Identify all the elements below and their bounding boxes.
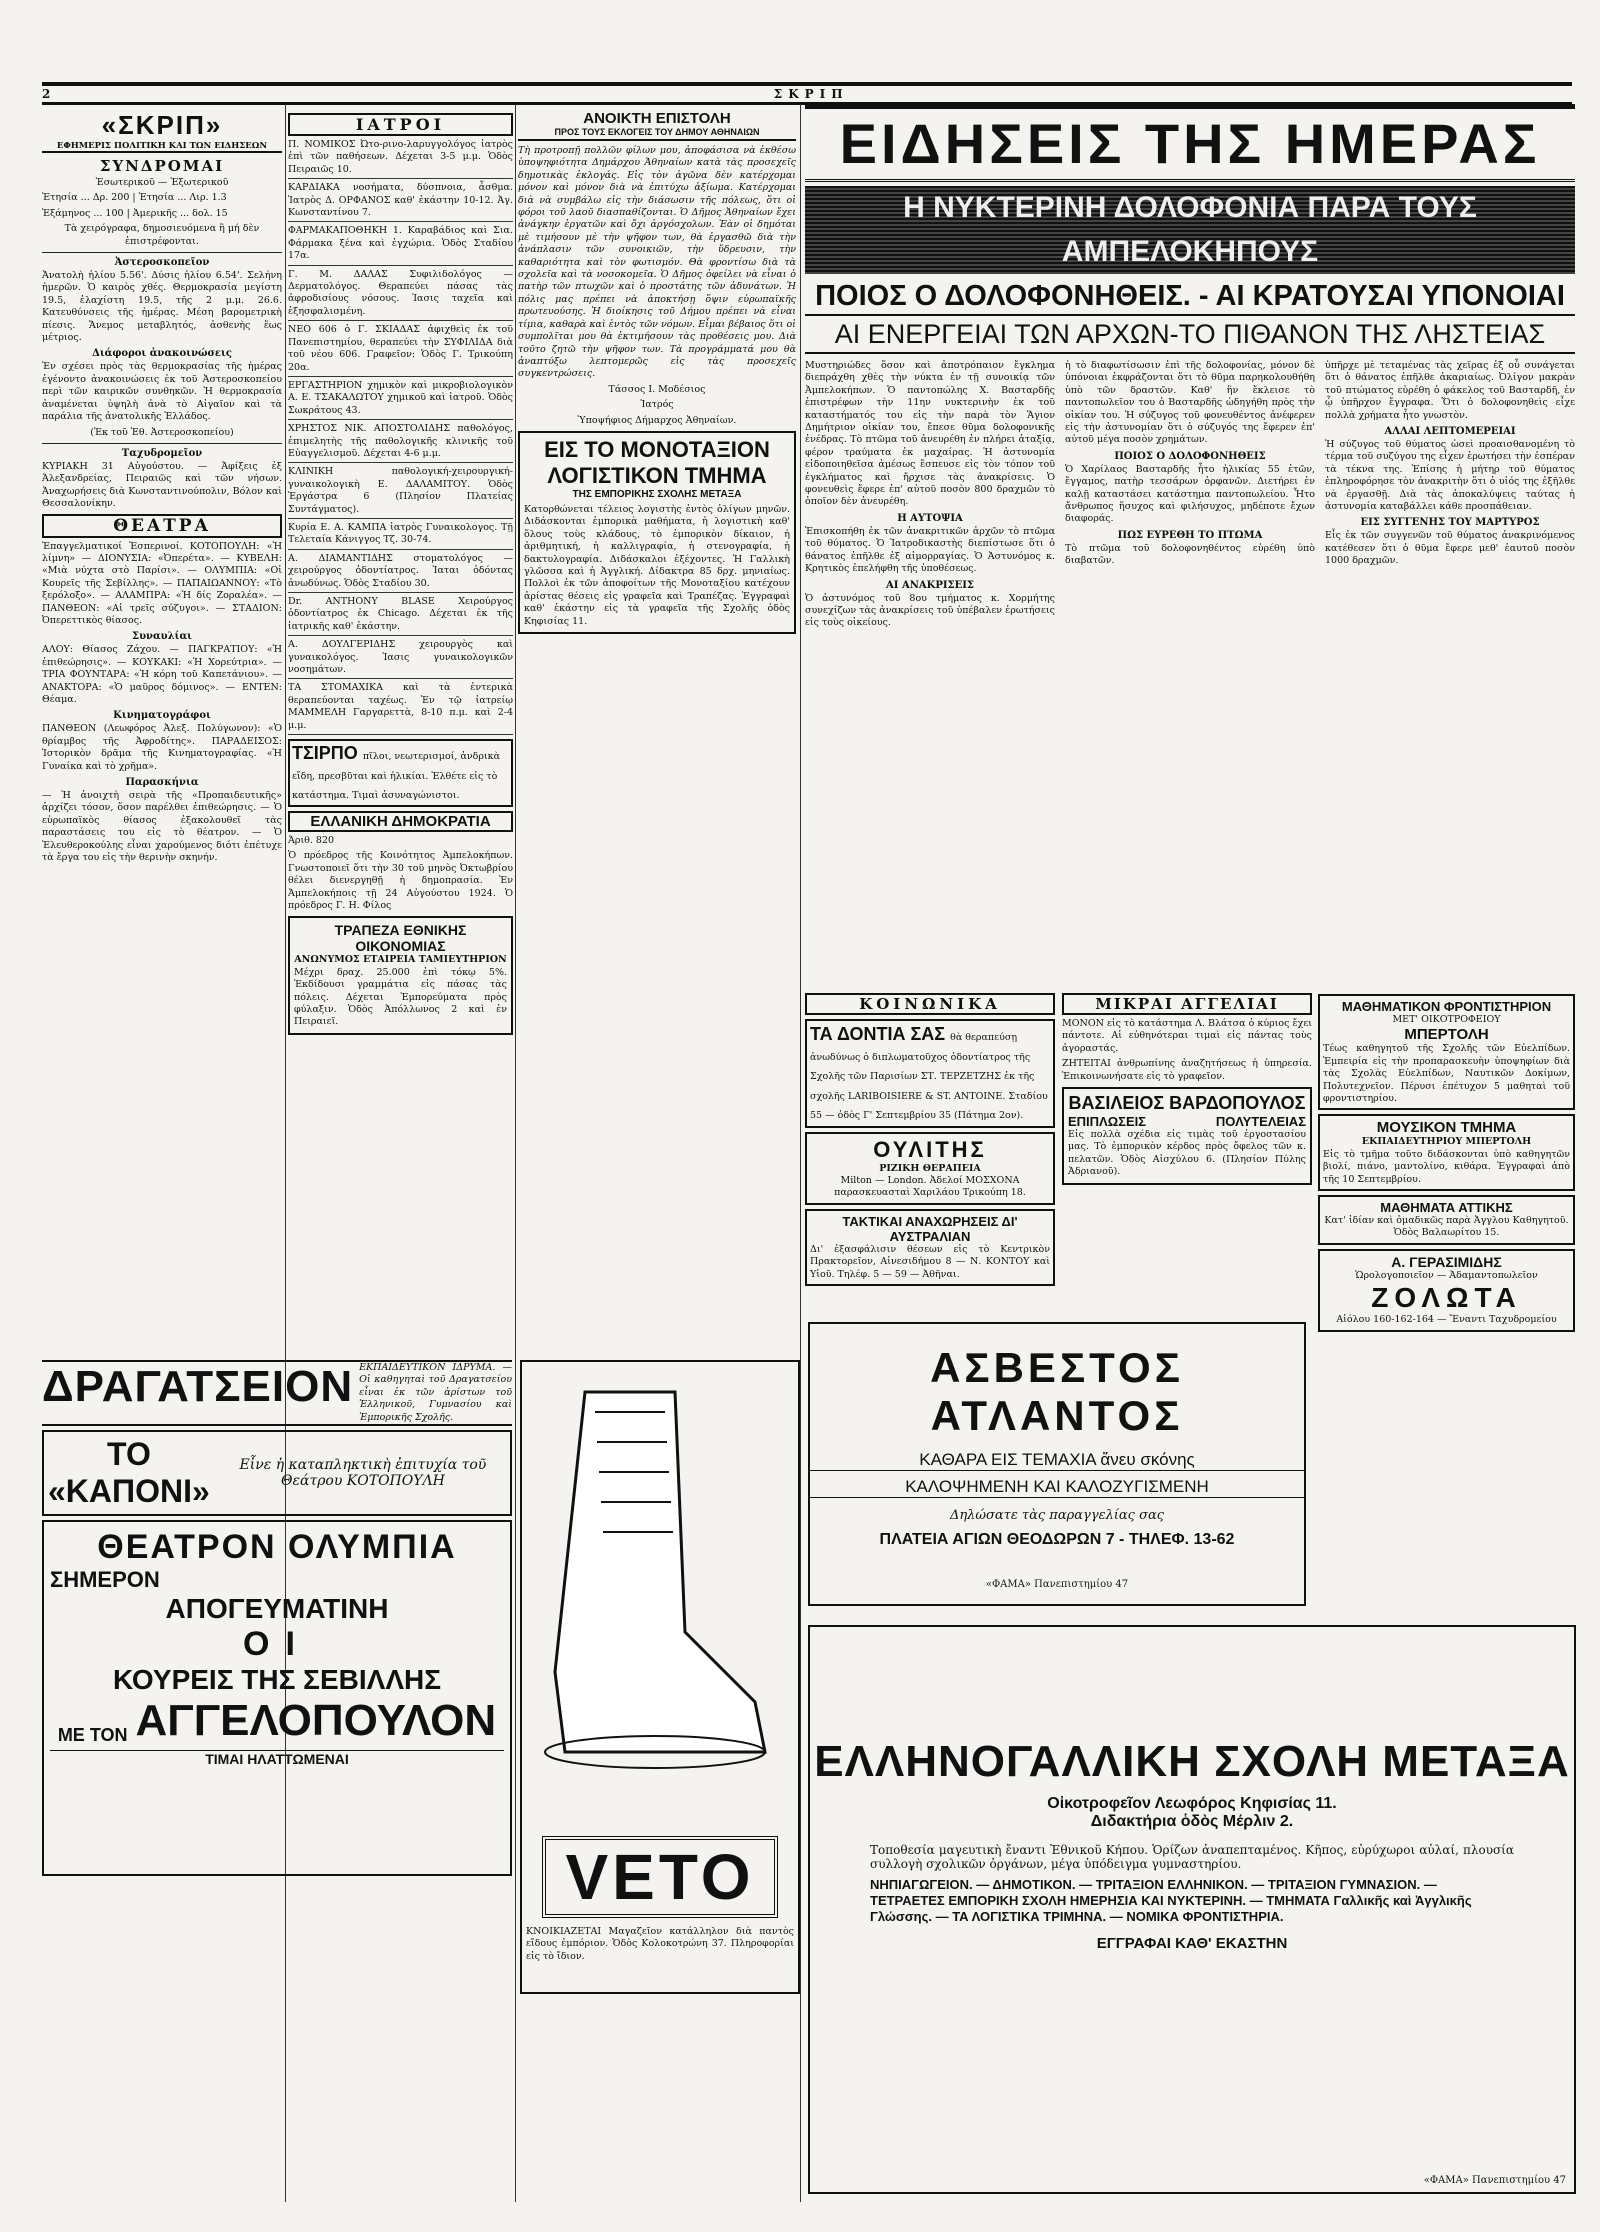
story-paragraph: Ὁ Χαρίλαος Βασταρδῆς ἦτο ἡλικίας 55 ἐτῶν, ἔγγαμος, πατὴρ τεσσάρων ὀρφανῶν. Διετήρει ἐν καλῇ καταστάσει κατάστημα παντοπωλείου. Ἦτο ἄνθρωπος ἥσυχος καὶ φιλήσυχος, μηδέποτε ἔχων διαφοράς. — [1065, 463, 1315, 525]
story-paragraph: Ἡ σύζυγος τοῦ θύματος ὡσεὶ προαισθανομένη τὸ τέρμα τοῦ συζύγου της εἶχεν ἐρωτήσει τὴν ἑσπέραν τὰ τέκνα της. Ἐπίσης ἡ μήτηρ τοῦ θύματος ἐπληροφόρησε τὸν ἀνακριτὴν ὅτι ὁ υἱός της ἐξῆλθε νὰ ἐργασθῇ. Διὰ τὰς ἀποκαλύψεις ταύτας ἡ ἀστυνομία καταβάλλει κάθε προσπάθειαν. — [1325, 439, 1575, 513]
asbestos-line-4: ΠΛΑΤΕΙΑ ΑΓΙΩΝ ΘΕΟΔΩΡΩΝ 7 - ΤΗΛΕΦ. 13-62 — [879, 1531, 1235, 1548]
story-subheading: ΑΙ ΑΝΑΚΡΙΣΕΙΣ — [886, 579, 974, 591]
open-letter-subheading: ΠΡΟΣ ΤΟΥΣ ΕΚΛΟΓΕΙΣ ΤΟΥ ΔΗΜΟΥ ΑΘΗΝΑΙΩΝ — [518, 127, 796, 141]
concerts-text: ΑΛΟΥ: Θίασος Ζάχου. — ΠΑΓΚΡΑΤΙΟΥ: «Ἡ ἐπιθεώρησις». — ΚΟΥΚΑΚΙ: «Ἡ Χορεύτρια». — ΤΡΙΑ ΦΟΥΝΤΑΡΑ: «Ἡ κόρη τοῦ Καπετάνιου». — ΑΝΑΚΤΟΡΑ: «Ὁ μαῦρος δόμινος». — ΕΝΤΕΝ: Θέαμα. — [42, 644, 282, 705]
metaxa-heading: ΕΛΛΗΝΟΓΑΛΛΙΚΗ ΣΧΟΛΗ ΜΕΤΑΞΑ — [814, 1737, 1570, 1786]
story-subheading: ΕΙΣ ΣΥΓΓΕΝΗΣ ΤΟΥ ΜΑΡΤΥΡΟΣ — [1360, 517, 1540, 529]
story-paragraph: Εἷς ἐκ τῶν συγγενῶν τοῦ θύματος ἀνακρινόμενος κατέθεσεν ὅτι ὁ θῦμα ἔφερε μεθ' ἑαυτοῦ ποσὸν 1000 δραχμῶν. — [1325, 530, 1575, 567]
concerts-heading: Συναυλίαι — [132, 631, 192, 643]
doctor-ad: Α. ΔΙΑΜΑΝΤΙΔΗΣ στοματολόγος — χειρούργος ὀδοντίατρος. Ἰαται ὀδόντας ἀνωδύνως. Ὁδὸς Σταδίου 30. — [288, 553, 513, 593]
doctor-ad: ΚΑΡΔΙΑΚΑ νοσήματα, δύσπνοια, ἆσθμα. Ἰατρὸς Δ. ΟΡΦΑΝΟΣ καθ' ἑκάστην 10-12. Ἀγ. Κωνσταντίνου 7. — [288, 182, 513, 222]
olympia-ad — [42, 1520, 512, 1876]
classifieds-section — [1062, 990, 1312, 1310]
subscriptions-heading: ΣΥΝΔΡΟΜΑΙ — [99, 157, 225, 175]
tsirpo-text: πῖλοι, νεωτερισμοί, ἀνδρικὰ εἴδη, πρεσβῦται καὶ ἡλικίαι. Ἐλθέτε εἰς τὸ κατάστημα. Τιμαὶ ἀσυναγώνιστοι. — [292, 751, 501, 802]
story-subheading: Η ΑΥΤΟΨΙΑ — [897, 512, 963, 524]
paper-subtitle: ΕΦΗΜΕΡΙΣ ΠΟΛΙΤΙΚΗ ΚΑΙ ΤΩΝ ΕΙΔΗΣΕΩΝ — [56, 141, 268, 151]
doctors-heading: ΙΑΤΡΟΙ — [288, 113, 513, 136]
cinemas-heading: Κινηματογράφοι — [113, 710, 211, 722]
accounting-text: Κατορθώνεται τέλειος λογιστὴς ἐντὸς ὁλίγων μηνῶν. Διδάσκονται ἐμπορικὰ μαθήματα, ἡ λογιστικὴ καθ' ὅλους τοὺς κλάδους, τὸ ἐμπορικὸν δίκαιον, ἡ ἀριθμητική, ἡ καλλιγραφία, ἡ στενογραφία, ἡ δακτυλογραφία. Διδάσκαλοι ἐξέχοντες. Ἡ Γαλλικὴ γλῶσσα καὶ ἡ Ἀγγλική. Δίδακτρα 85 δρχ. μηνιαίως. Πολλοὶ ἐκ τῶν ἀποφοίτων τῆς Μονοταξίου κατέχουν ἀρίστας θέσεις εἰς γραφεῖα καὶ Τραπέζας. Ἐγγραφαὶ καθ' ἑκάστην εἰς τὰ γραφεῖα τῆς Σχολῆς ὁδὸς Κηφισίας 11. — [524, 503, 790, 627]
attica-lessons-ad — [1318, 1195, 1575, 1245]
observatory-heading: Ἀστεροσκοπεῖον — [114, 257, 210, 269]
story-paragraph: Ἐπισκοπήθη ἐκ τῶν ἀνακριτικῶν ἀρχῶν τὸ πτῶμα τοῦ θύματος. Ὁ Ἰατροδικαστὴς διεπίστωσε ὅτι ὁ θάνατος ἐπῆλθε ἐξ αἱμορραγίας. Ὁ Ἀστυνόμος κ. Κρητικὸς ἐπελήφθη τῆς ὑποθέσεως. — [805, 525, 1055, 575]
story-paragraph: Τὸ πτῶμα τοῦ δολοφονηθέντος εὑρέθη ὑπὸ διαβατῶν. — [1065, 542, 1315, 567]
paper-title: «ΣΚΡΙΠ» — [101, 110, 223, 140]
dragatseion-text: ΕΚΠΑΙΔΕΥΤΙΚΟΝ ΙΔΡΥΜΑ. — Οἱ καθηγηταὶ τοῦ Δραγατσείου εἶναι ἐκ τῶν ἀρίστων τοῦ Ἑλληνικοῦ, Γυμνασίου καὶ Ἐμπορικῆς Σχολῆς. — [359, 1362, 512, 1423]
post-heading: Ταχυδρομεῖον — [121, 447, 203, 459]
jeweler-subheading: Ὡρολογοποιεῖον — Ἀδαμαντοπωλεῖον — [1355, 1269, 1538, 1281]
open-letter-role: Ἰατρός — [640, 399, 674, 411]
metaxa-text: Τοποθεσία μαγευτικὴ ἔναντι Ἐθνικοῦ Κήπου. Ὁρίζων ἀναπεπταμένος. Κῆπος, εὐρύχωροι αὐλαί, πλουσία συλλογὴ σχολικῶν ὀργάνων, μέγα ὑπόδειγμα γυμναστηρίου. — [870, 1843, 1514, 1871]
asbestos-ad — [808, 1322, 1306, 1606]
right-ads — [1318, 990, 1575, 1610]
olympia-oi: ΟΙ — [243, 1625, 311, 1664]
theatres-heading: ΘΕΑΤΡΑ — [42, 514, 282, 538]
music-dept-ad — [1318, 1114, 1575, 1191]
column-rule — [515, 104, 516, 2202]
subscriptions-note: Τὰ χειρόγραφα, δημοσιευόμενα ἢ μή δὲν ἐπιστρέφονται. — [42, 223, 282, 253]
dentist-text: θὰ θεραπεύσῃ ἀνωδύνως ὁ διπλωματοῦχος ὀδοντίατρος τῆς Σχολῆς τῶν Παρισίων ΣΤ. ΤΕΡΖΕΤΖΗΣ ἐκ τῆς σχολῆς LARIBOISIERE & ST. ANTOINE. Σταδίου 55 — ὁδὸς Γ' Σεπτεμβρίου 35 (Πάτημα 2ον). — [810, 1032, 1048, 1122]
jeweler-ad — [1318, 1249, 1575, 1332]
furniture-sub-2: ΠΟΛΥΤΕΛΕΙΑΣ — [1215, 1114, 1306, 1130]
column-rule — [800, 104, 801, 2202]
classified-item: ΜΟΝΟΝ εἰς τὸ κατάστημα Λ. Βλάτσα ὁ κύριος ἔχει πάντοτε. Αἱ εὐθηνότεραι τιμαὶ εἰς πάντας τοὺς ἀγοραστάς. — [1062, 1018, 1312, 1054]
accounting-heading-1: ΕΙΣ ΤΟ ΜΟΝΟΤΑΞΙΟΝ — [544, 436, 770, 462]
subscriptions-line: Ἐτησία ... Δρ. 200 | Ἐτησία ... Λιρ. 1.3 — [42, 192, 227, 204]
olympia-today: ΣΗΜΕΡΟΝ — [50, 1567, 160, 1593]
veto-text: ΚΝΟΙΚΙΑΖΕΤΑΙ Μαγαζεῖον κατάλληλον διὰ παντὸς εἴδους ἐμπόριον. Ὁδὸς Κολοκοτρώνη 37. Πληροφορίαι εἰς τὸ ἴδιον. — [526, 1926, 794, 1962]
math-name: ΜΠΕΡΤΟΛΗ — [1404, 1026, 1489, 1044]
announcements-source: (Ἐκ τοῦ Ἐθ. Ἀστεροσκοπείου) — [90, 426, 234, 438]
kaponi-text: Εἶνε ἡ καταπληκτικὴ ἐπιτυχία τοῦ Θεάτρου ΚΟΤΟΠΟΥΛΗ — [239, 1457, 487, 1490]
jeweler-brand: ΖΟΛΩΤΑ — [1371, 1282, 1522, 1314]
doctor-ad: ΧΡΗΣΤΟΣ ΝΙΚ. ΑΠΟΣΤΟΛΙΔΗΣ παθολόγος, ἐπιμελητὴς τῆς παθολογικῆς κλινικῆς τοῦ Εὐαγγελισμοῦ. Δέχεται 4-6 μ.μ. — [288, 423, 513, 463]
open-letter-title: Ὑποψήφιος Δήμαρχος Ἀθηναίων. — [577, 414, 737, 426]
asbestos-line-3: Δηλώσατε τὰς παραγγελίας σας — [949, 1508, 1165, 1523]
subscriptions-line: Ἑξάμηνος ... 100 | Ἀμερικῆς ... δολ. 15 — [42, 207, 228, 219]
olympia-with: ΜΕ ΤΟΝ — [57, 1725, 128, 1746]
announcements-heading: Διάφοροι ἀνακοινώσεις — [92, 348, 232, 360]
story-subheading: ΠΟΙΟΣ Ο ΔΟΛΟΦΟΝΗΘΕΙΣ — [1114, 450, 1266, 462]
social-heading: ΚΟΙΝΩΝΙΚΑ — [805, 993, 1055, 1015]
olympia-time: ΑΠΟΓΕΥΜΑΤΙΝΗ — [165, 1593, 389, 1625]
metaxa-source: «ΦΑΜΑ» Πανεπιστημίου 47 — [1423, 2175, 1566, 2186]
paper-name: ΣΚΡΙΠ — [773, 87, 849, 101]
music-heading: ΜΟΥΣΙΚΟΝ ΤΜΗΜΑ — [1376, 1119, 1517, 1137]
oylitis-heading: ΟΥΛΙΤΗΣ — [873, 1136, 987, 1162]
furniture-sub-1: ΕΠΙΠΛΩΣΕΙΣ — [1068, 1114, 1147, 1130]
open-letter-text: Τὴ προτροπῇ πολλῶν φίλων μου, ἀποφάσισα νὰ ἐκθέσω ὑποψηφιότητα Δημάρχου Ἀθηναίων κατὰ τὰς προσεχεῖς δημοτικὰς ἐκλογάς. Εἰς τὸν ἀγῶνα δὲν κατέρχομαι μόνον καὶ μόνον διὰ νὰ ἐπιτύχω ἀξίωμα. Κατέρχομαι διὰ νὰ συμβάλω εἰς τὴν διάσωσιν τῆς πόλεως, ὅτι οἱ φόροι τοῦ λαοῦ διασπαθίζονται. Ὁ Δῆμος Ἀθηναίων ἔχει ἀνάγκην ἐργατῶν καὶ ὄχι ἀργόσχολων. Ἐὰν οἱ δημόται μὲ τιμήσουν μὲ τὴν ψῆφον των, θὰ ἐργασθῶ διὰ τὴν ἀνάπλασιν τῶν συνοικιῶν, τὴν ὕδρευσιν, τὴν καθαριότητα καὶ τὸν φωτισμόν. Θὰ φροντίσω διὰ τὰ σχολεῖα καὶ τὰ νοσοκομεῖα. Ὁ Δῆμος ὀφείλει νὰ εἶναι ὁ πατὴρ τῶν πτωχῶν καὶ ὁ προστάτης τῶν ἀδυνάτων. Ἡ πόλις μας πρέπει νὰ ἀποκτήσῃ ὅψιν εὐρωπαϊκῆς πρωτευούσης. Ἡ διοίκησις τοῦ Δήμου πρέπει νὰ εἶναι τίμια, καθαρὰ καὶ ἐντὸς τῶν νόμων. Εἶμαι βέβαιος ὅτι οἱ συμπολῖται μου θὰ ἐκτιμήσουν τὰς προθέσεις μου. Διὰ τοῦτο ζητῶ τὴν ψῆφον των. Τὰ προγράμματά μου θὰ ἀναπτύξω λεπτομερῶς εἰς τὰς προσεχεῖς συγκεντρώσεις. — [518, 145, 796, 380]
observatory-text: Ἀνατολὴ ἡλίου 5.56'. Δύσις ἡλίου 6.54'. Σελήνη ἡμερῶν. Ὁ καιρὸς χθές. Θερμοκρασία μεγίστη 19.5, ἐλαχίστη 19.5, τῆς 2 μ.μ. 26.6. Κατευθύνσεις τῆς ἡμέρας. Μέση βαρομετρικὴ πίεσις. Ἄνεμος μεταβλητός, ἀσθενὴς ἕως μέτριος. — [42, 270, 282, 344]
kaponi-heading: ΤΟ «ΚΑΠΟΝΙ» — [48, 1436, 210, 1510]
republic-text: Ὁ πρόεδρος τῆς Κοινότητος Ἀμπελοκήπων. Γνωστοποιεῖ ὅτι τὴν 30 τοῦ μηνὸς Ὀκτωβρίου θέλει διενεργηθῇ ἡ δημοπρασία. Ἐν Ἀμπελοκήποις τῇ 24 Αὐγούστου 1924. Ὁ πρόεδρος Γ. Η. Φίλος — [288, 850, 513, 911]
furniture-heading: ΒΑΣΙΛΕΙΟΣ ΒΑΡΔΟΠΟΥΛΟΣ — [1068, 1093, 1306, 1114]
bank-heading: ΤΡΑΠΕΖΑ ΕΘΝΙΚΗΣ ΟΙΚΟΝΟΜΙΑΣ — [334, 922, 467, 955]
republic-heading: ΕΛΛΑΝΙΚΗ ΔΗΜΟΚΡΑΤΙΑ — [288, 811, 513, 832]
asbestos-heading: ΑΣΒΕΣΤΟΣ ΑΤΛΑΝΤΟΣ — [930, 1344, 1184, 1439]
oylitis-ad — [805, 1132, 1055, 1205]
jeweler-heading: Α. ΓΕΡΑΣΙΜΙΔΗΣ — [1391, 1253, 1502, 1270]
open-letter-signature: Τάσσος Ι. Μοδέσιος — [608, 383, 706, 395]
theatres-text: Ἐπαγγελματικοί Ἑσπερινοί. ΚΟΤΟΠΟΥΛΗ: «Ἡ λίμνη» — ΔΙΟΝΥΣΙΑ: «Ὀπερέτα». — ΚΥΒΕΛΗ: «Μιὰ νύχτα στὸ Παρίσι». — ΟΛΥΜΠΙΑ: «Οἱ Κουρεῖς τῆς Σεβίλλης». — ΠΑΠΑΙΩΑΝΝΟΥ: «Τὸ ξερόλοξο». — ΑΛΑΜΠΡΑ: «Ἡ δίς Ζοραλέα». — ΠΑΝΘΕΟΝ: «Αἱ τρεῖς σύζυγοι». — ΣΤΑΔΙΟΝ: Ὀπερεττικὸς θίασος. — [42, 540, 282, 626]
story-paragraph: Ὁ ἀστυνόμος τοῦ 8ου τμήματος κ. Χορμήτης συνεχίζων τὰς ἀνακρίσεις τοῦ ὑπέβαλεν ἐρωτήσεις εἰς τοὺς οἰκείους. — [805, 592, 1055, 629]
veto-brand: VETO — [542, 1836, 778, 1918]
australia-heading: ΤΑΚΤΙΚΑΙ ΑΝΑΧΩΡΗΣΕΙΣ ΔΙ' ΑΥΣΤΡΑΛΙΑΝ — [842, 1213, 1018, 1244]
australia-text: Δι' ἐξασφάλισιν θέσεων εἰς τὸ Κεντρικὸν Πρακτορεῖον, Αἰνεσιδήμου 8 — Ν. ΚΟΝΤΟΥ καὶ Υἱοῦ. Τηλέφ. 5 — 59 — Ἀθῆναι. — [810, 1243, 1050, 1280]
olympia-artist: ΑΓΓΕΛΟΠΟΥΛΟΝ — [135, 1696, 497, 1746]
metaxa-line-1: Οἰκοτροφεῖον Λεωφόρος Κηφισίας 11. — [1047, 1795, 1337, 1812]
doctor-ad: Π. ΝΟΜΙΚΟΣ Ὠτο-ρινο-λαρυγγολόγος ἰατρὸς ἐπὶ τῶν παθήσεων. Δέχεται 3-5 μ.μ. Ὁδὸς Πειραιῶς 10. — [288, 139, 513, 179]
column-2 — [288, 110, 513, 1342]
cinemas-text: ΠΑΝΘΕΟΝ (Λεωφόρος Ἀλεξ. Πολύγωνον): «Ὁ θρίαμβος τῆς Ἀφροδίτης». ΠΑΡΑΔΕΙΣΟΣ: Ἱστορικὸν δρᾶμα τῆς Κινηματογραφίας. «Ἡ Γυναίκα καὶ τὸ χρῆμα». — [42, 723, 282, 772]
music-subheading: ΕΚΠΑΙΔΕΥΤΗΡΙΟΥ ΜΠΕΡΤΟΛΗ — [1361, 1136, 1532, 1148]
bottom-left-ads — [42, 1360, 512, 2190]
furniture-ad — [1062, 1087, 1312, 1185]
oylitis-text: Milton — London. Ἀδελοί ΜΟΣΧΟΝΑ παρασκευασταὶ Χαριλάου Τρικούπη 18. — [834, 1175, 1026, 1199]
doctors-list — [288, 139, 513, 735]
bank-text: Μέχρι δραχ. 25.000 ἐπὶ τόκῳ 5%. Ἐκδίδουσι γραμμάτια εἰς πάσας τὰς πόλεις. Δέχεται Ἐμπορεύματα πρὸς φύλαξιν. Ὁδὸς Ἀπόλλωνος 2 καὶ ἐν Πειραιεῖ. — [294, 966, 507, 1028]
dentist-ad — [805, 1019, 1055, 1128]
olympia-title: ΚΟΥΡΕΙΣ ΤΗΣ ΣΕΒΙΛΛΗΣ — [112, 1664, 442, 1696]
classified-item: ΖΗΤΕΙΤΑΙ ἀνθρωπίνης ἀναζητήσεως ἡ ὑπηρεσία. Ἐπικοινωνήσατε εἰς τὸ γραφεῖον. — [1062, 1058, 1312, 1082]
jeweler-address: Αἰόλου 160-162-164 — Ἔναντι Ταχυδρομείου — [1336, 1314, 1557, 1326]
asbestos-footer: «ΦΑΜΑ» Πανεπιστημίου 47 — [985, 1579, 1129, 1590]
story-paragraph: Μυστηριώδες ὅσον καὶ ἀποτρόπαιον ἔγκλημα διεπράχθη χθὲς τὴν νύκτα ἐν τῇ συνοικίᾳ τῶν Ἀμπελοκήπων. Ὁ παντοπώλης Χ. Βασταρδῆς ἐπιστρέφων τὴν 11ην νυκτερινὴν ἐκ τοῦ καταστήματός του εἰς τὴν παρὰ τὸν Ἅγιον Δημήτριον οἰκίαν του, ἔπεσε θῦμα δολοφονικῆς ἐνέδρας. Τὸ πτῶμα τοῦ ἀνευρέθη ἐν πλήρει ἀταξίᾳ, φέρον τραύματα ἐκ μαχαίρας. Ἡ ἀστυνομία εἰδοποιηθεῖσα ἀμέσως ἔσπευσε εἰς τὸν τόπον τοῦ ἐγκλήματος καὶ ἤρχισε τὰς ἀνακρίσεις. Ὁ φονευθεὶς ἔφερε ἐπ' αὐτοῦ ποσὸν 800 δραχμῶν τὸ ὁποῖον δὲν ἀνευρέθη. — [805, 360, 1055, 508]
column-3 — [518, 110, 796, 1342]
bank-ad — [288, 916, 513, 1034]
story-paragraph: ὑπῆρχε μὲ τεταμένας τὰς χεῖρας ἐξ οὗ συνάγεται ὅτι ὁ θάνατος ἐπῆλθε ἀκαριαίως. Ὀλίγον μακρὰν τοῦ πτώματος εὑρέθη ὁ φάκελος τοῦ Βασταρδῆ, ἐν ᾧ ὑπῆρχον ἔγγραφα. Ὅτι ὁ δολοφονηθεὶς εἶχε πολλὰ χρήματα ἦτο γνωστὸν. — [1325, 360, 1575, 421]
math-tutoring-ad — [1318, 994, 1575, 1110]
subscriptions-line: Ἐσωτερικοῦ — Ἐξωτερικοῦ — [95, 177, 229, 188]
news-story — [805, 360, 1575, 633]
doctor-ad: Dr. ANTHONY BLASE Χειρούργος ὀδοντίατρος ἐκ Chicago. Δέχεται ἐκ τῆς ἰατρικῆς καθ' ἑκάστην. — [288, 596, 513, 636]
math-subheading: ΜΕΤ' ΟΙΚΟΤΡΟΦΕΙΟΥ — [1392, 1014, 1501, 1025]
doctor-ad: Γ. Μ. ΔΑΛΑΣ Συφιλιδολόγος — Δερματολόγος. Θεραπεύει πάσας τὰς ἀφροδισίους νόσους. Ἰασις ταχεῖα καὶ ἐξησφαλισμένη. — [288, 269, 513, 322]
boot-illustration — [525, 1372, 795, 1832]
backstage-text: — Ἡ ἀνοιχτὴ σειρὰ τῆς «Προπαιδευτικῆς» ἀρχίζει τόσον, ὅσον παρέλθει ἐπιθεώρησις. — Ὁ εὐρωπαϊκὸς θίασος ἐξακολουθεῖ τὰς παραστάσεις του εἰς τὸ θέατρον. — Ὁ Ἐλευθεροκούλης εἶναι χαρούμενος διότι ἐπέτυχε τὰ ἔργα του εἰς τὴν θερινὴν σκηνήν. — [42, 790, 282, 864]
news-title: ΕΙΔΗΣΕΙΣ ΤΗΣ ΗΜΕΡΑΣ — [805, 104, 1575, 182]
news-headline-1: Η ΝΥΚΤΕΡΙΝΗ ΔΟΛΟΦΟΝΙΑ ΠΑΡΑ ΤΟΥΣ ΑΜΠΕΛΟΚΗΠΟΥΣ — [805, 186, 1575, 274]
math-text: Τέως καθηγητοῦ τῆς Σχολῆς τῶν Εὐελπίδων. Ἐμπειρία εἰς τὴν προπαρασκευὴν ὑποψηφίων διὰ τὰς Σχολὰς Εὐελπίδων, Ναυτικῶν Δοκίμων, Πολυτεχνεῖον. Πέρυσι ἐπέτυχον 5 μαθηταὶ τοῦ φροντιστηρίου. — [1323, 1043, 1570, 1105]
doctor-ad: Κυρία Ε. Α. ΚΑΜΠΑ ἰατρὸς Γυναικολογος. Τῇ Τελεταία Κάνιγγος Τζ. 30-74. — [288, 522, 513, 550]
music-text: Εἰς τὸ τμῆμα τοῦτο διδάσκονται ὑπὸ καθηγητῶν βιολί, πιάνο, μαντολίνο, κιθάρα. Ἐγγραφαὶ ἀπὸ τῆς 10 Σεπτεμβρίου. — [1323, 1148, 1570, 1185]
story-paragraph: ἡ τὸ διαφωτίσωσιν ἐπὶ τῆς δολοφονίας, μόνον δὲ ὑπόνοιαι ἐκφράζονται ὅτι τὸ θῦμα παρηκολουθήθη ὑπὸ τῶν δραστῶν. Καθ' ἣν ἔκλεισε τὸ παντοπωλεῖον του ὁ Βασταρδῆς ὡδηγήθη πρὸς τὴν οἰκίαν του. Ἡ σύζυγος τοῦ φονευθέντος ἀνέφερεν εἰς τὴν ἀστυνομίαν ὅτι ὁ σύζυγός της ἔφερεν ἐπ' αὐτοῦ μέγα ποσὸν χρημάτων. — [1065, 360, 1315, 446]
doctor-ad: ΦΑΡΜΑΚΑΠΟΘΗΚΗ 1. Καραβάδιος καὶ Σια. Φάρμακα ξένα καὶ ἐγχώρια. Ὁδὸς Σταδίου 17α. — [288, 225, 513, 265]
olympia-heading: ΘΕΑΤΡΟΝ ΟΛΥΜΠΙΑ — [97, 1528, 457, 1567]
news-headline-3: ΑΙ ΕΝΕΡΓΕΙΑΙ ΤΩΝ ΑΡΧΩΝ-ΤΟ ΠΙΘΑΝΟΝ ΤΗΣ ΛΗΣΤΕΙΑΣ — [805, 314, 1575, 354]
olympia-prices: ΤΙΜΑΙ ΗΛΑΤΤΩΜΕΝΑΙ — [50, 1750, 504, 1767]
metaxa-programs: ΝΗΠΙΑΓΩΓΕΙΟΝ. — ΔΗΜΟΤΙΚΟΝ. — ΤΡΙΤΑΞΙΟΝ ΕΛΛΗΝΙΚΟΝ. — ΤΡΙΤΑΞΙΟΝ ΓΥΜΝΑΣΙΟΝ. — ΤΕΤΡΑΕΤΕΣ ΕΜΠΟΡΙΚΗ ΣΧΟΛΗ ΗΜΕΡΗΣΙΑ ΚΑΙ ΝΥΚΤΕΡΙΝΗ. — ΤΜΗΜΑΤΑ Γαλλικῆς καὶ Ἀγγλικῆς Γλώσσης. — ΤΑ ΛΟΓΙΣΤΙΚΑ ΤΡΙΜΗΝΑ. — ΝΟΜΙΚΑ ΦΡΟΝΤΙΣΤΗΡΙΑ. — [870, 1877, 1472, 1924]
news-headline-2: ΠΟΙΟΣ Ο ΔΟΛΟΦΟΝΗΘΕΙΣ. - ΑΙ ΚΡΑΤΟΥΣΑΙ ΥΠΟΝΟΙΑΙ — [815, 280, 1565, 312]
doctor-ad: NEO 606 ὁ Γ. ΣΚΙΑΔΑΣ ἀφιχθεὶς ἐκ τοῦ Πανεπιστημίου, θεραπεύει τὴν ΣΥΦΙΛΙΔΑ διὰ τοῦ νέου 606. Γραφεῖον: Ὁδὸς Γ. Τρικούπη 20α. — [288, 324, 513, 377]
kaponi-ad — [42, 1430, 512, 1516]
accounting-heading-2: ΛΟΓΙΣΤΙΚΟΝ ΤΜΗΜΑ — [547, 462, 767, 488]
bank-subheading: ΑΝΩΝΥΜΟΣ ΕΤΑΙΡΕΙΑ ΤΑΜΙΕΥΤΗΡΙΟΝ — [294, 954, 507, 966]
math-heading: ΜΑΘΗΜΑΤΙΚΟΝ ΦΡΟΝΤΙΣΤΗΡΙΟΝ — [1341, 999, 1552, 1014]
veto-ad — [520, 1360, 800, 1994]
dentist-heading: ΤΑ ΔΟΝΤΙΑ ΣΑΣ — [810, 1024, 946, 1044]
australia-ad — [805, 1209, 1055, 1286]
doctor-ad: Α. ΔΟΥΛΓΕΡΙΔΗΣ χειρουργὸς καὶ γυναικολόγος. Ἰασις γυναικολογικῶν νοσημάτων. — [288, 639, 513, 679]
announcements-text: Ἐν σχέσει πρὸς τὰς θερμοκρασίας τῆς ἡμέρας ἐγένοντο ἀνακοινώσεις ἐκ τοῦ Ἀστεροσκοπείου περὶ τῶν καιρικῶν συνθηκῶν. Ἡ θερμοκρασία ἀναμένεται ὑψηλὴ ἀνὰ τὸ Αἰγαῖον καὶ τὰ παράλια τῆς ἀνατολικῆς Ἑλλάδος. — [42, 361, 282, 423]
story-subheading: ΑΛΛΑΙ ΛΕΠΤΟΜΕΡΕΙΑΙ — [1384, 426, 1516, 438]
masthead-bar — [42, 82, 1572, 105]
doctor-ad: ΕΡΓΑΣΤΗΡΙΟΝ χημικὸν καὶ μικροβιολογικὸν Α. Ε. ΤΣΑΚΑΛΩΤΟΥ χημικοῦ καὶ ἰατροῦ. Ὁδὸς Σωκράτους 43. — [288, 380, 513, 420]
accounting-heading-3: ΤΗΣ ΕΜΠΟΡΙΚΗΣ ΣΧΟΛΗΣ ΜΕΤΑΞΑ — [572, 488, 742, 500]
attica-text: Κατ' ἰδίαν καὶ ὁμαδικῶς παρὰ Ἀγγλου Καθηγητοῦ. Ὁδὸς Βαλαωρίτου 15. — [1324, 1215, 1569, 1239]
post-text: ΚΥΡΙΑΚΗ 31 Αὐγούστου. — Ἀφίξεις ἐξ Ἀλεξανδρείας, Πειραιῶς καὶ τῶν νήσων. Ἀναχωρήσεις διὰ Κωνσταντινούπολιν, Βόλον καὶ Θεσσαλονίκην. — [42, 460, 282, 510]
asbestos-line-2: ΚΑΛΟΨΗΜΕΝΗ ΚΑΙ ΚΑΛΟΖΥΓΙΣΜΕΝΗ — [810, 1477, 1304, 1498]
asbestos-line-1: ΚΑΘΑΡΑ ΕΙΣ ΤΕΜΑΧΙΑ ἄνευ σκόνης — [810, 1450, 1304, 1471]
story-subheading: ΠΩΣ ΕΥΡΕΘΗ ΤΟ ΠΤΩΜΑ — [1117, 529, 1263, 541]
furniture-text: Εἰς πολλὰ σχέδια εἰς τιμὰς τοῦ ἐργοστασίου μας. Τὸ ἐμπορικὸν κέρδος πρὸς ὄφελος τῶν κ. πελατῶν. Ὁδὸς Αἰσχύλου 6. (Πλησίον Πύλης Ἀδριανοῦ). — [1068, 1129, 1306, 1178]
metaxa-school-ad — [808, 1625, 1576, 2194]
metaxa-line-2: Διδακτήρια ὁδὸς Μέρλιν 2. — [1090, 1813, 1294, 1830]
doctor-ad: ΤΑ ΣΤΟΜΑΧΙΚΑ καὶ τὰ ἐντερικὰ θεραπεύονται ταχέως. Ἐν τῷ ἰατρείῳ ΜΑΜΜΕΛΗ Γαργαρεττὰ, 8-10 π.μ. καὶ 2-4 μ.μ. — [288, 682, 513, 735]
doctor-ad: ΚΛΙΝΙΚΗ παθολογική-χειρουργική-γυναικολογικὴ Ε. ΔΑΛΑΜΙΤΟΥ. Ὁδὸς Ἐργάστρα 6 (Πλησίον Πλατείας Συντάγματος). — [288, 466, 513, 519]
news-section — [805, 104, 1575, 984]
metaxa-footer: ΕΓΓΡΑΦΑΙ ΚΑΘ' ΕΚΑΣΤΗΝ — [1096, 1935, 1288, 1952]
metaxa-accounting-ad — [518, 431, 796, 634]
dragatseion-heading: ΔΡΑΓΑΤΣΕΙΟΝ — [42, 1362, 354, 1411]
attica-heading: ΜΑΘΗΜΑΤΑ ΑΤΤΙΚΗΣ — [1380, 1200, 1513, 1216]
oylitis-subheading: ΡΙΖΙΚΗ ΘΕΡΑΠΕΙΑ — [879, 1162, 981, 1174]
tsirpo-ad — [288, 739, 513, 807]
republic-number: Ἀριθ. 820 — [288, 834, 335, 846]
open-letter-heading: ΑΝΟΙΚΤΗ ΕΠΙΣΤΟΛΗ — [583, 110, 731, 127]
backstage-heading: Παρασκήνια — [125, 777, 199, 789]
page-number: 2 — [42, 87, 51, 101]
tsirpo-heading: ΤΣΙΡΠΟ — [292, 743, 358, 764]
social-section — [805, 990, 1055, 1310]
classifieds-heading: ΜΙΚΡΑΙ ΑΓΓΕΛΙΑΙ — [1062, 993, 1312, 1015]
